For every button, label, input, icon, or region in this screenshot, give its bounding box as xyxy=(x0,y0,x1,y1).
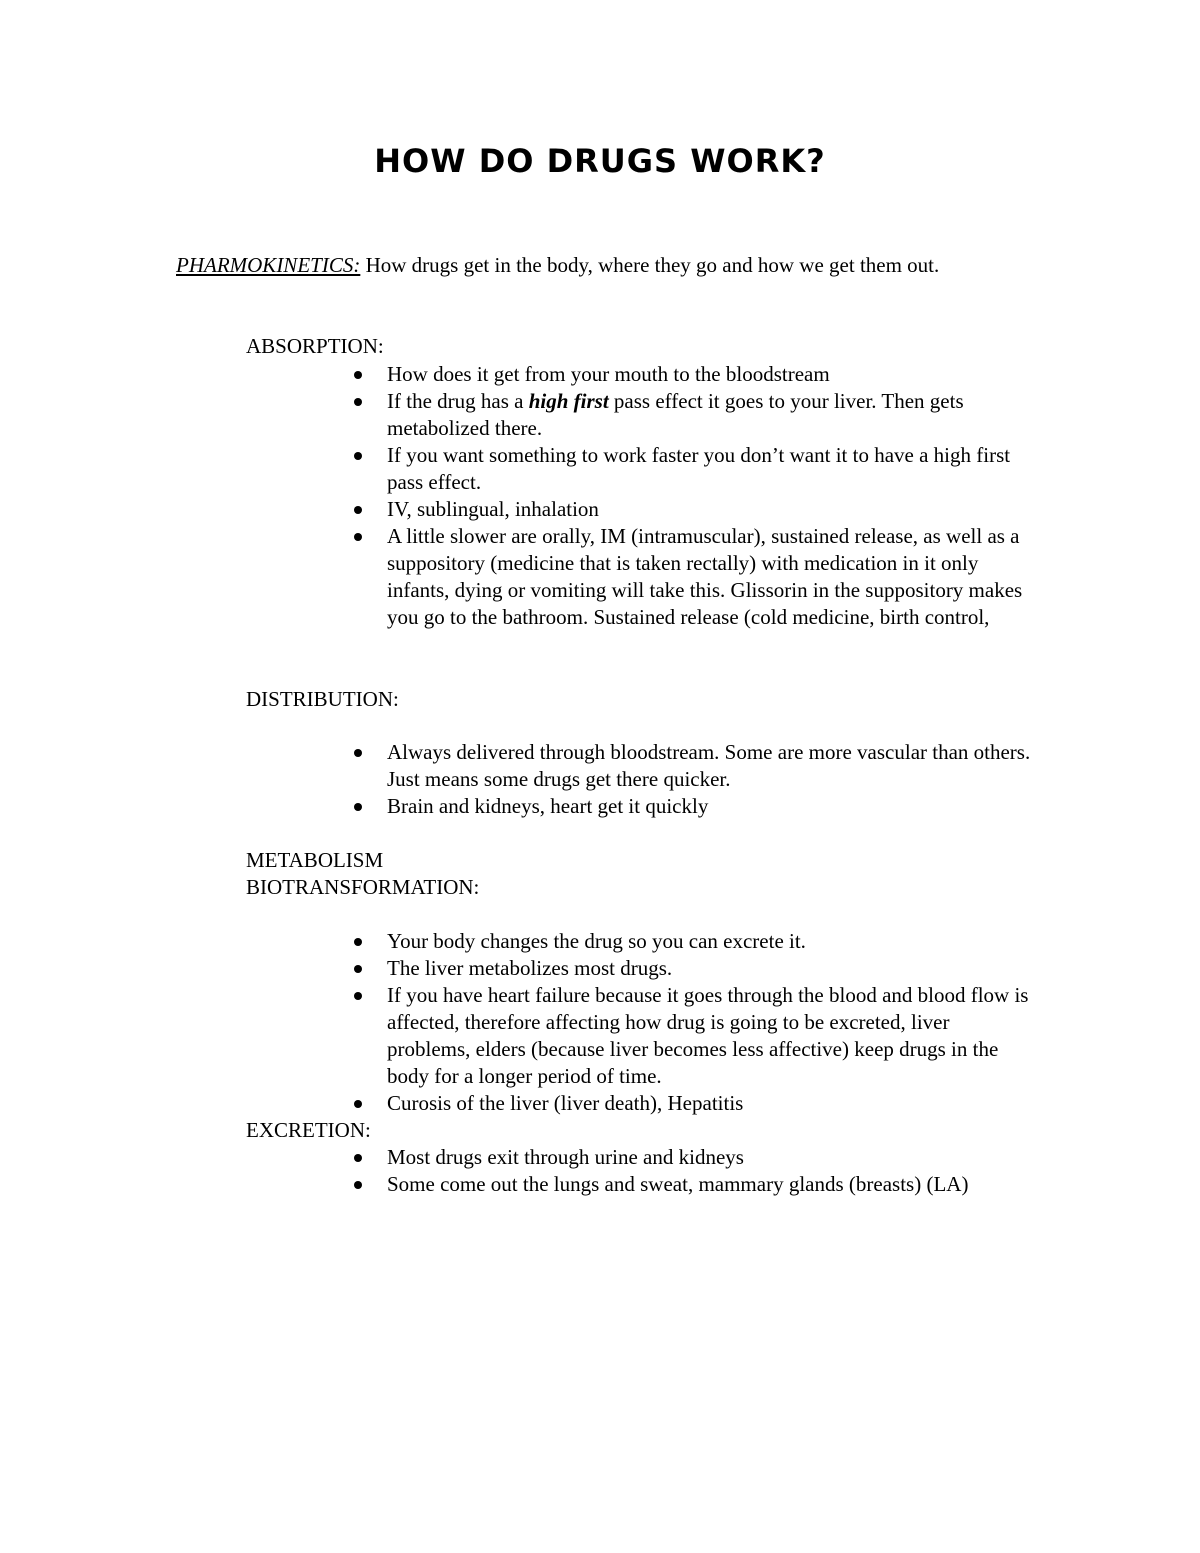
intro-text: How drugs get in the body, where they go and how we get them out. xyxy=(360,253,940,277)
list-item xyxy=(246,1171,1036,1198)
metabolism-heading: METABOLISM xyxy=(246,848,384,872)
absorption-heading: ABSORPTION: xyxy=(246,334,384,358)
bullet-icon xyxy=(354,992,362,1000)
list-item xyxy=(246,982,1036,1090)
pharmokinetics-term: PHARMOKINETICS: xyxy=(176,253,361,277)
distribution-heading: DISTRIBUTION: xyxy=(246,687,399,711)
list-item-text: Your body changes the drug so you can excrete it. xyxy=(387,929,806,953)
page-title: HOW DO DRUGS WORK? xyxy=(374,142,826,180)
list-item xyxy=(246,361,1036,388)
list-item xyxy=(246,955,1036,982)
excretion-heading: EXCRETION: xyxy=(246,1118,371,1142)
bullet-icon xyxy=(354,506,362,514)
list-item-text: Curosis of the liver (liver death), Hepatitis xyxy=(387,1091,744,1115)
list-item-text: If you want something to work faster you don’t want it to have a high first pass effect. xyxy=(387,443,1011,494)
list-item-text: Most drugs exit through urine and kidneys xyxy=(387,1145,744,1169)
excretion-list xyxy=(246,1144,1036,1198)
list-item-text: IV, sublingual, inhalation xyxy=(387,497,599,521)
list-item xyxy=(246,496,1036,523)
list-item-text-before: If the drug has a xyxy=(387,389,529,413)
list-item-text: Some come out the lungs and sweat, mammary glands (breasts) (LA) xyxy=(387,1172,969,1196)
list-item-text: The liver metabolizes most drugs. xyxy=(387,956,673,980)
list-item-text: Always delivered through bloodstream. Some are more vascular than others. Just means some drugs get there quicker. xyxy=(387,740,1031,791)
list-item xyxy=(246,388,1036,442)
list-item-text: If you have heart failure because it goes through the blood and blood flow is affected, therefore affecting how drug is going to be excreted, liver problems, elders (because liver becomes less affective) keep drugs in the body for a longer period of time. xyxy=(387,983,1029,1088)
biotransformation-heading: BIOTRANSFORMATION: xyxy=(246,875,480,899)
list-item xyxy=(246,442,1036,496)
metabolism-list xyxy=(246,928,1036,1117)
list-item xyxy=(246,1090,1036,1117)
bullet-icon xyxy=(354,1181,362,1189)
bullet-icon xyxy=(354,938,362,946)
list-item xyxy=(246,739,1036,793)
bullet-icon xyxy=(354,1154,362,1162)
bullet-icon xyxy=(354,965,362,973)
list-item-text: A little slower are orally, IM (intramuscular), sustained release, as well as a suppository (medicine that is taken rectally) with medication in it only infants, dying or vomiting will take this. Glissorin in the suppository makes you go to the bathroom. Sustained release (cold medicine, birth control, xyxy=(387,524,1023,629)
high-first-emphasis: high first xyxy=(528,389,609,413)
list-item xyxy=(246,1144,1036,1171)
distribution-list xyxy=(246,739,1036,820)
absorption-list xyxy=(246,361,1036,631)
list-item-text: Brain and kidneys, heart get it quickly xyxy=(387,794,709,818)
bullet-icon xyxy=(354,1100,362,1108)
bullet-icon xyxy=(354,803,362,811)
bullet-icon xyxy=(354,749,362,757)
list-item xyxy=(246,793,1036,820)
list-item xyxy=(246,523,1036,631)
list-item xyxy=(246,928,1036,955)
list-item-text: How does it get from your mouth to the bloodstream xyxy=(387,362,830,386)
bullet-icon xyxy=(354,452,362,460)
bullet-icon xyxy=(354,398,362,406)
bullet-icon xyxy=(354,371,362,379)
bullet-icon xyxy=(354,533,362,541)
intro-paragraph xyxy=(176,252,1016,279)
list-item-text-after: pass effect it goes to your liver. Then gets metabolized there. xyxy=(387,389,964,440)
